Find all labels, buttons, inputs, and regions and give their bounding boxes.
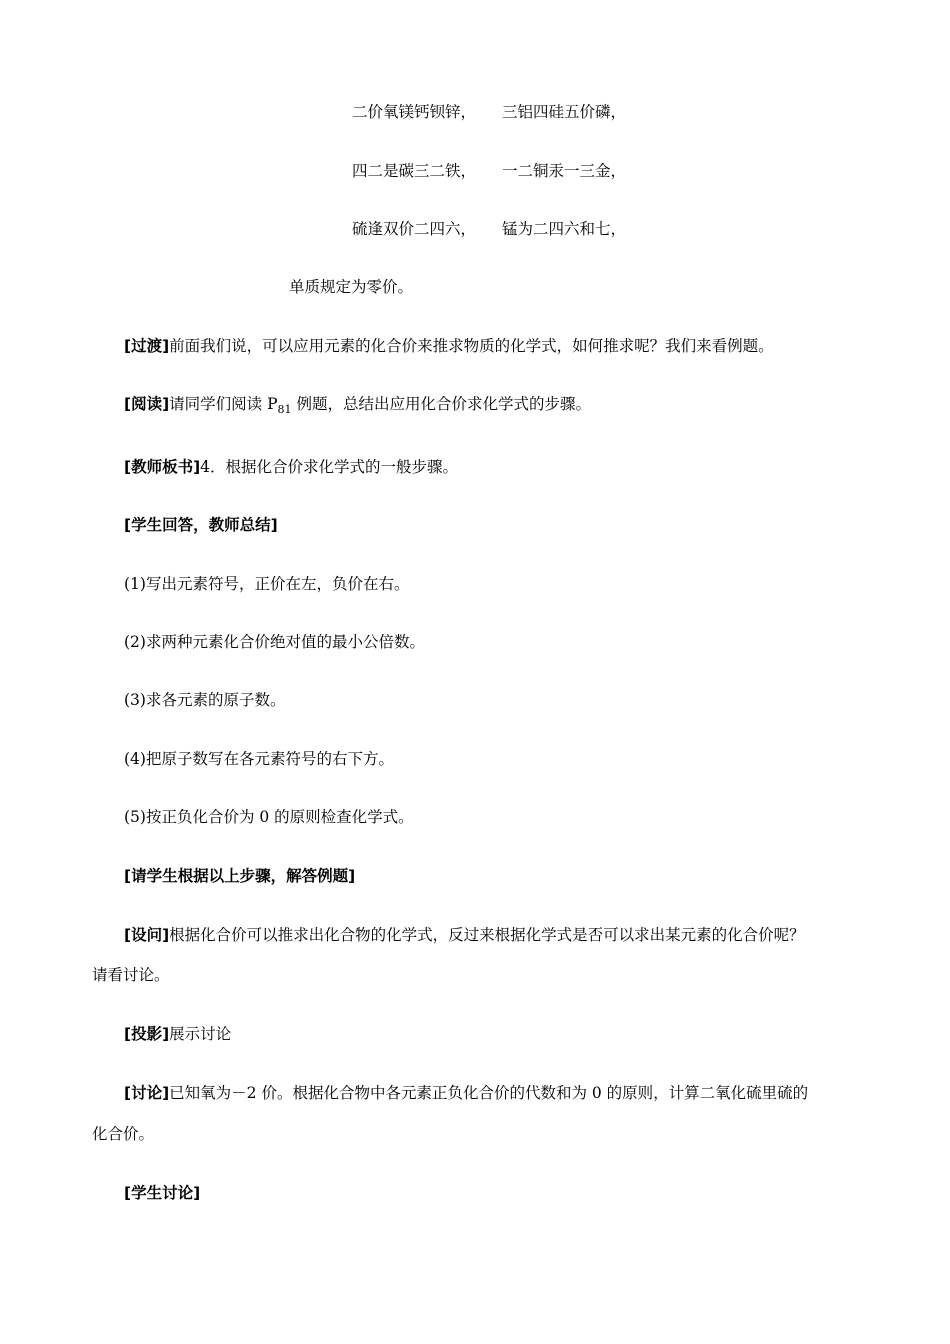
paragraph-text: 例题，总结出应用化合价求化学式的步骤。 (291, 395, 591, 413)
poem-text: 二价氧镁钙钡锌， (352, 103, 477, 121)
section-tag: [设问] (124, 926, 170, 944)
projection-paragraph (124, 1024, 231, 1044)
step-item: (5)按正负化合价为 0 的原则检查化学式。 (124, 808, 414, 826)
board-paragraph (124, 457, 458, 477)
paragraph-text: 已知氧为－2 价。根据化合物中各元素正负化合价的代数和为 0 的原则，计算二氧化硫里硫的 (169, 1084, 809, 1102)
section-tag: [阅读] (124, 395, 170, 413)
poem-text: 锰为二四六和七， (502, 220, 627, 238)
poem-text: 四二是碳三二铁， (352, 162, 477, 180)
example-heading: [请学生根据以上步骤，解答例题] (124, 867, 356, 885)
question-paragraph (124, 925, 805, 945)
poem-text: 一二铜汞一三金， (502, 162, 627, 180)
poem-row-3 (352, 219, 627, 239)
question-continuation: 请看讨论。 (92, 966, 170, 984)
page-number-subscript: 81 (277, 403, 292, 416)
poem-text: 硫逢双价二四六， (352, 220, 477, 238)
paragraph-text: 前面我们说，可以应用元素的化合价来推求物质的化学式，如何推求呢？我们来看例题。 (169, 337, 774, 355)
paragraph-text: 请同学们阅读 P (169, 395, 278, 413)
poem-last-line: 单质规定为零价。 (289, 278, 414, 296)
poem-row-1 (352, 102, 627, 122)
paragraph-text: 根据化合价可以推求出化合物的化学式，反过来根据化学式是否可以求出某元素的化合价呢？ (169, 926, 805, 944)
discussion-continuation: 化合价。 (92, 1125, 155, 1143)
summary-heading: [学生回答，教师总结] (124, 516, 278, 534)
step-item: (2)求两种元素化合价绝对值的最小公倍数。 (124, 633, 425, 651)
discussion-paragraph (124, 1083, 808, 1103)
section-tag: [讨论] (124, 1084, 170, 1102)
poem-row-2 (352, 161, 627, 181)
reading-paragraph (124, 394, 591, 420)
transition-paragraph (124, 336, 774, 356)
poem-text: 三铝四硅五价磷， (502, 103, 627, 121)
section-tag: [投影] (124, 1025, 170, 1043)
step-item: (3)求各元素的原子数。 (124, 691, 286, 709)
step-item: (1)写出元素符号，正价在左，负价在右。 (124, 575, 410, 593)
step-item: (4)把原子数写在各元素符号的右下方。 (124, 750, 394, 768)
paragraph-text: 展示讨论 (169, 1025, 232, 1043)
student-discussion-heading: [学生讨论] (124, 1184, 201, 1202)
paragraph-text: 4．根据化合价求化学式的一般步骤。 (200, 458, 459, 476)
section-tag: [教师板书] (124, 458, 201, 476)
section-tag: [过渡] (124, 337, 170, 355)
